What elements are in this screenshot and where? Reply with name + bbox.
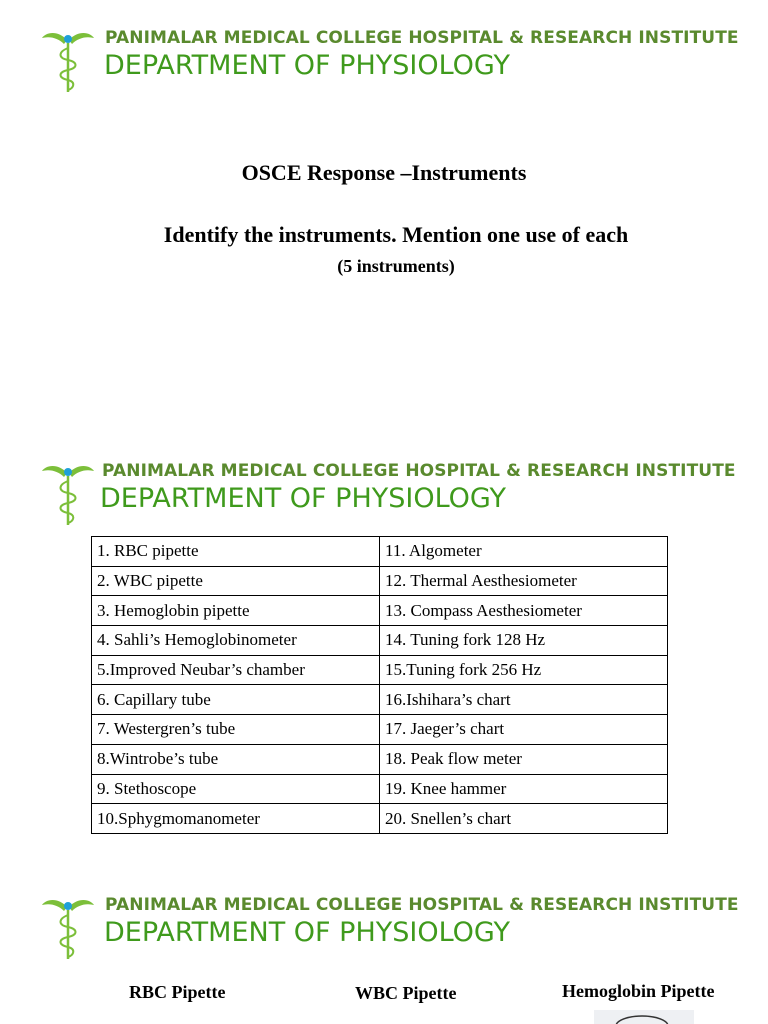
- wbc-pipette-label: WBC Pipette: [355, 983, 457, 1003]
- header-slide-2: [0, 461, 768, 541]
- table-cell: 9. Stethoscope: [92, 774, 380, 804]
- table-cell: 5.Improved Neubar’s chamber: [92, 655, 380, 685]
- table-row: [92, 685, 668, 715]
- slide-title: OSCE Response –Instruments: [241, 160, 527, 185]
- table-cell: 12. Thermal Aesthesiometer: [380, 566, 668, 596]
- department-name: DEPARTMENT OF PHYSIOLOGY: [104, 50, 510, 81]
- table-cell: 2. WBC pipette: [92, 566, 380, 596]
- table-row: [92, 566, 668, 596]
- header-slide-1: [0, 28, 768, 108]
- instrument-table: [91, 536, 668, 834]
- institution-name: PANIMALAR MEDICAL COLLEGE HOSPITAL & RESEARCH INSTITUTE: [102, 461, 736, 481]
- table-cell: 8.Wintrobe’s tube: [92, 744, 380, 774]
- table-row: [92, 804, 668, 834]
- table-cell: 7. Westergren’s tube: [92, 715, 380, 745]
- table-cell: 4. Sahli’s Hemoglobinometer: [92, 626, 380, 656]
- rbc-pipette-label: RBC Pipette: [129, 982, 226, 1002]
- table-row: [92, 537, 668, 567]
- hemoglobin-pipette-image: [594, 1010, 694, 1024]
- table-row: [92, 596, 668, 626]
- header-slide-3: [0, 895, 768, 975]
- table-cell: 17. Jaeger’s chart: [380, 715, 668, 745]
- table-cell: 19. Knee hammer: [380, 774, 668, 804]
- department-name: DEPARTMENT OF PHYSIOLOGY: [100, 483, 506, 514]
- table-row: [92, 774, 668, 804]
- instrument-count: (5 instruments): [337, 256, 455, 276]
- caduceus-icon: [40, 461, 96, 527]
- hemoglobin-pipette-label: Hemoglobin Pipette: [562, 981, 715, 1001]
- table-cell: 10.Sphygmomanometer: [92, 804, 380, 834]
- caduceus-icon: [40, 895, 96, 961]
- table-cell: 18. Peak flow meter: [380, 744, 668, 774]
- table-cell: 6. Capillary tube: [92, 685, 380, 715]
- table-cell: 13. Compass Aesthesiometer: [380, 596, 668, 626]
- table-cell: 1. RBC pipette: [92, 537, 380, 567]
- table-row: [92, 715, 668, 745]
- caduceus-icon: [40, 28, 96, 94]
- department-name: DEPARTMENT OF PHYSIOLOGY: [104, 917, 510, 948]
- table-row: [92, 655, 668, 685]
- instruction-text: Identify the instruments. Mention one use of each: [163, 222, 629, 247]
- table-row: [92, 744, 668, 774]
- table-cell: 14. Tuning fork 128 Hz: [380, 626, 668, 656]
- table-cell: 20. Snellen’s chart: [380, 804, 668, 834]
- institution-name: PANIMALAR MEDICAL COLLEGE HOSPITAL & RESEARCH INSTITUTE: [105, 28, 739, 48]
- table-cell: 15.Tuning fork 256 Hz: [380, 655, 668, 685]
- table-cell: 3. Hemoglobin pipette: [92, 596, 380, 626]
- institution-name: PANIMALAR MEDICAL COLLEGE HOSPITAL & RESEARCH INSTITUTE: [105, 895, 739, 915]
- table-cell: 11. Algometer: [380, 537, 668, 567]
- table-row: [92, 626, 668, 656]
- table-cell: 16.Ishihara’s chart: [380, 685, 668, 715]
